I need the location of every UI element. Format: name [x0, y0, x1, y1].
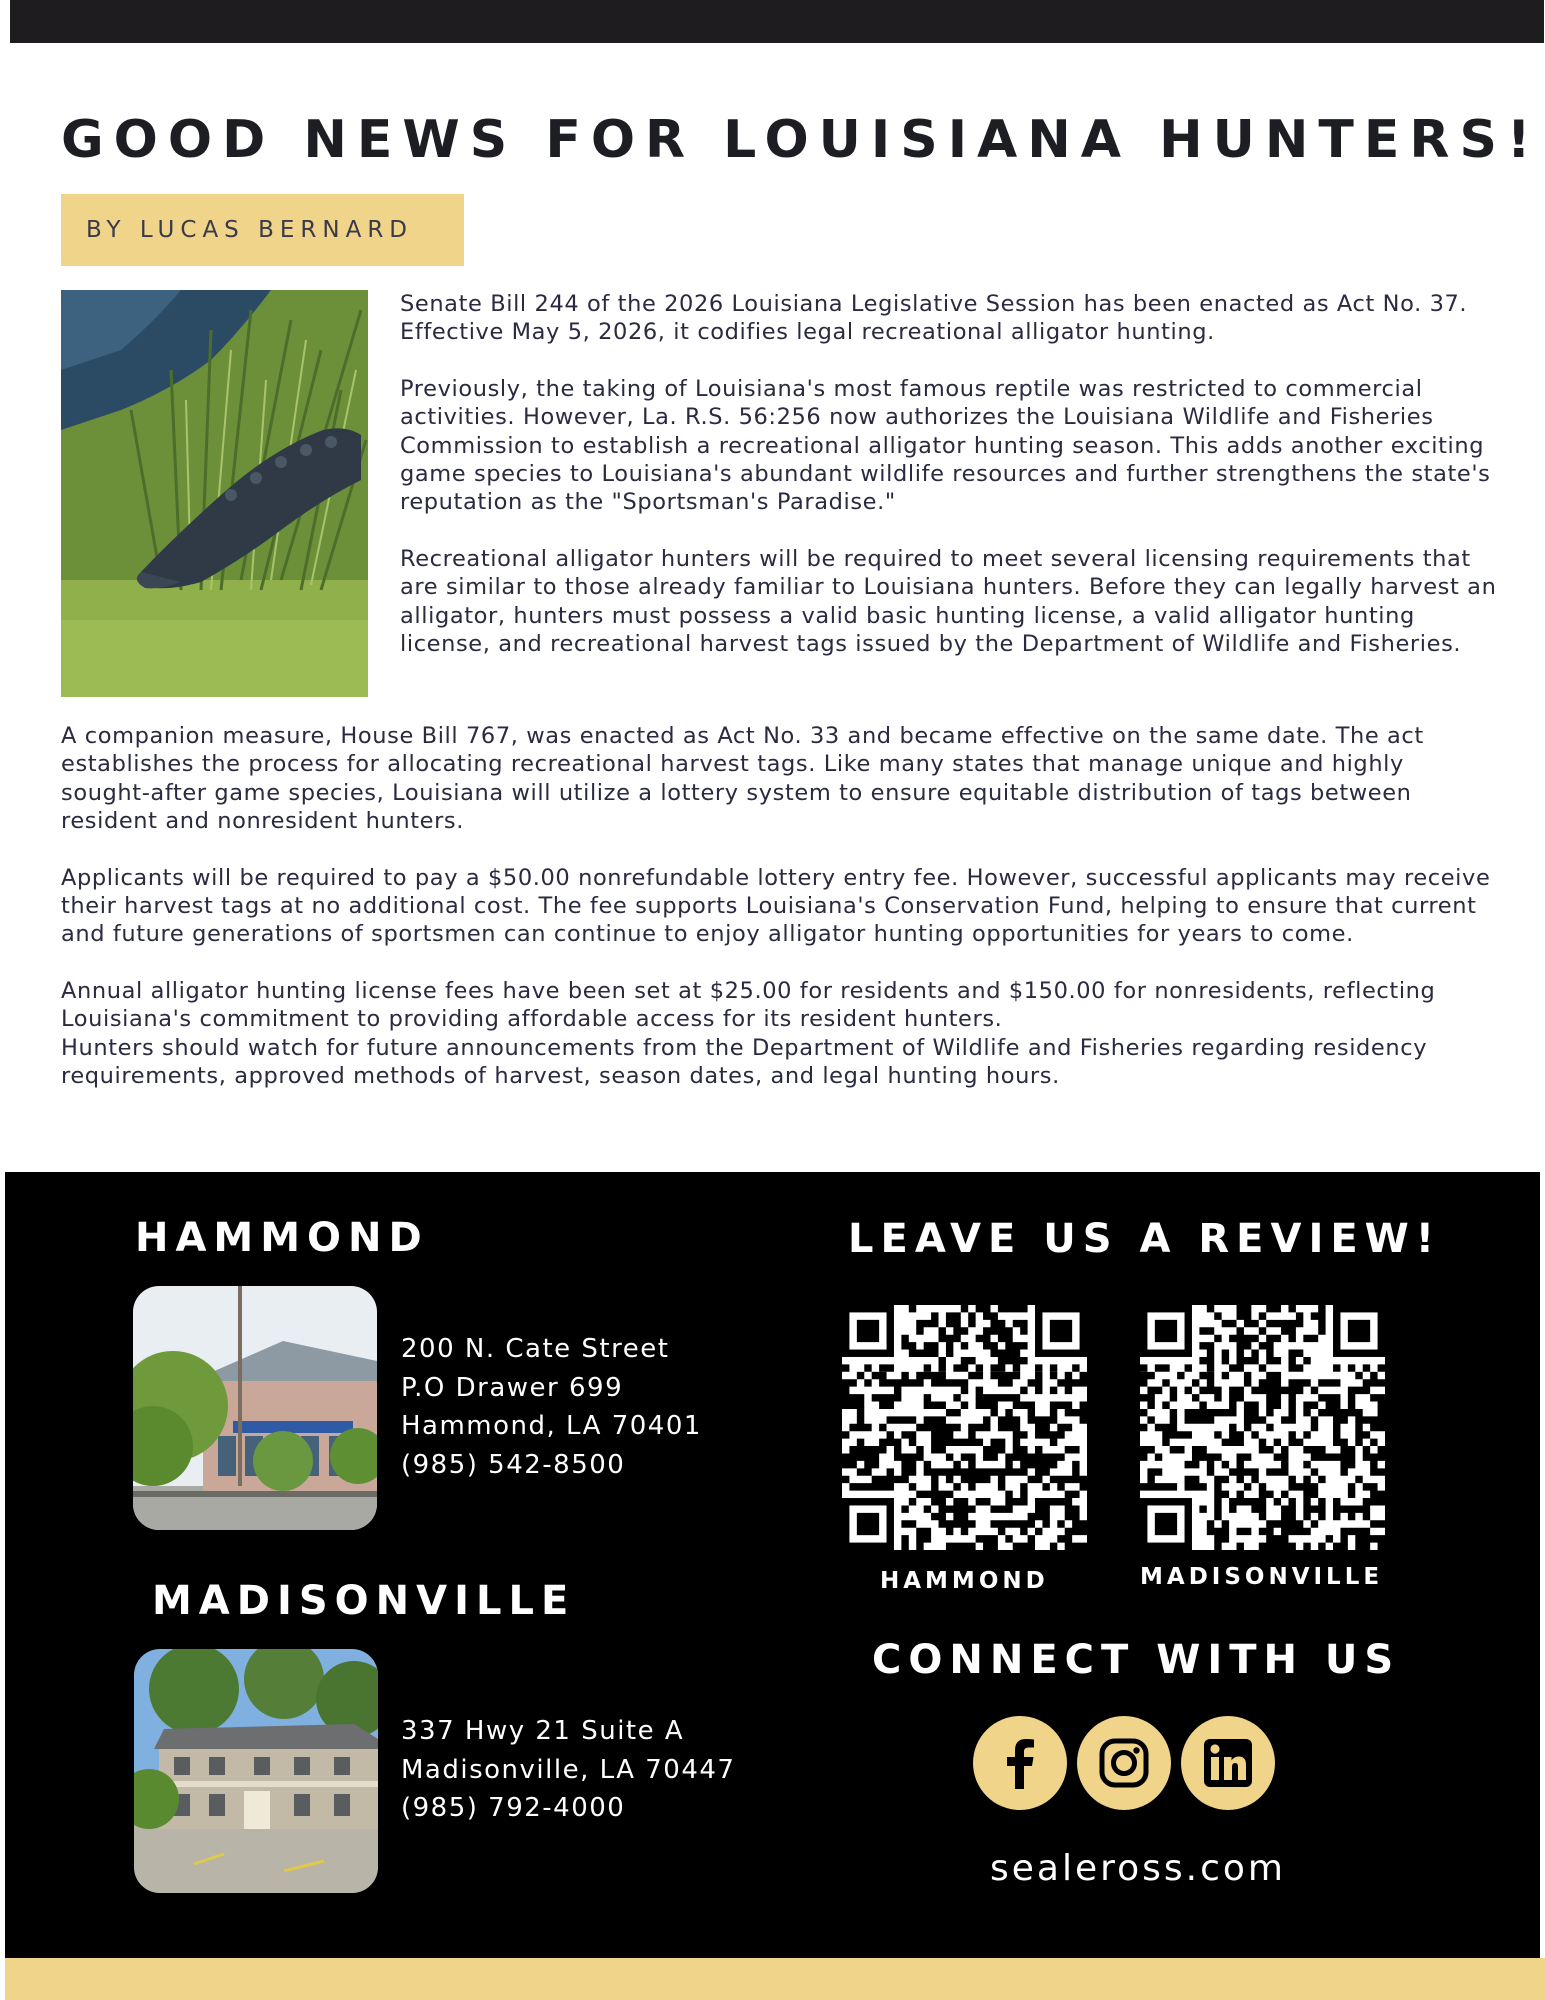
article-paragraph-6: Annual alligator hunting license fees have been set at $25.00 for residents and $150.00 for nonresidents, reflecting Louisiana's commitment to providing affordable access for its resident hunters.	[61, 977, 1436, 1033]
intro-column	[400, 290, 1500, 686]
byline-badge	[61, 194, 464, 266]
madisonville-qr-code[interactable]	[1140, 1305, 1385, 1550]
review-title: LEAVE US A REVIEW!	[848, 1216, 1442, 1262]
qr-label-madisonville: MADISONVILLE	[1140, 1564, 1384, 1590]
facebook-icon[interactable]	[973, 1716, 1067, 1810]
article-paragraph-3: Recreational alligator hunters will be required to meet several licensing requirements that are similar to those already familiar to Louisiana hunters. Before they can legally harvest an alligator, hunters must possess a valid basic hunting license, a valid alligator hunting license, and recreational harvest tags issued by the Department of Wildlife and Fisheries.	[400, 545, 1497, 658]
linkedin-icon[interactable]	[1181, 1716, 1275, 1810]
hammond-qr-code[interactable]	[842, 1305, 1087, 1550]
website-link[interactable]: sealeross.com	[990, 1848, 1286, 1889]
connect-title: CONNECT WITH US	[872, 1637, 1401, 1683]
article-paragraph-7: Hunters should watch for future announcements from the Department of Wildlife and Fisheries regarding residency requirements, approved methods of harvest, season dates, and legal hunting hours.	[61, 1034, 1428, 1090]
article-paragraph-2: Previously, the taking of Louisiana's most famous reptile was restricted to commercial activities. However, La. R.S. 56:256 now authorizes the Louisiana Wildlife and Fisheries Commission to establish a recreational alligator hunting season. This adds another exciting game species to Louisiana's abundant wildlife resources and further strengthens the state's reputation as the "Sportsman's Paradise."	[400, 375, 1491, 516]
article-paragraph-5: Applicants will be required to pay a $50.00 nonrefundable lottery entry fee. However, successful applicants may receive their harvest tags at no additional cost. The fee supports Louisiana's Conservation Fund, helping to ensure that current and future generations of sportsmen can continue to enjoy alligator hunting opportunities for years to come.	[61, 864, 1491, 948]
top-bar	[10, 0, 1544, 43]
madisonville-phone[interactable]: (985) 792-4000	[401, 1793, 626, 1823]
article-paragraph-1: Senate Bill 244 of the 2026 Louisiana Legislative Session has been enacted as Act No. 37. Effective May 5, 2026, it codifies legal recreational alligator hunting.	[400, 291, 1468, 346]
hammond-street: 200 N. Cate Street	[401, 1334, 670, 1364]
hammond-city: Hammond, LA 70401	[401, 1411, 702, 1441]
bottom-accent-band	[5, 1958, 1545, 2000]
qr-label-hammond: HAMMOND	[880, 1568, 1049, 1594]
alligator-photo	[61, 290, 368, 697]
full-width-column	[61, 722, 1501, 1090]
hammond-office-photo	[133, 1286, 377, 1530]
madisonville-address	[401, 1712, 735, 1828]
hammond-po-box: P.O Drawer 699	[401, 1372, 624, 1403]
hammond-title: HAMMOND	[135, 1215, 429, 1261]
article-paragraph-4: A companion measure, House Bill 767, was enacted as Act No. 33 and became effective on the same date. The act establishes the process for allocating recreational harvest tags. Like many states that manage unique and highly sought-after game species, Louisiana will utilize a lottery system to ensure equitable distribution of tags between resident and nonresident hunters.	[61, 723, 1424, 835]
article-headline: GOOD NEWS FOR LOUISIANA HUNTERS!	[61, 110, 1541, 170]
instagram-icon[interactable]	[1077, 1716, 1171, 1810]
madisonville-city: Madisonville, LA 70447	[401, 1754, 736, 1785]
hammond-phone[interactable]: (985) 542-8500	[401, 1449, 626, 1480]
madisonville-street: 337 Hwy 21 Suite A	[401, 1716, 685, 1746]
hammond-address	[401, 1330, 702, 1484]
madisonville-title: MADISONVILLE	[152, 1578, 576, 1624]
byline-text: BY LUCAS BERNARD	[86, 217, 414, 243]
madisonville-office-photo	[134, 1649, 378, 1893]
